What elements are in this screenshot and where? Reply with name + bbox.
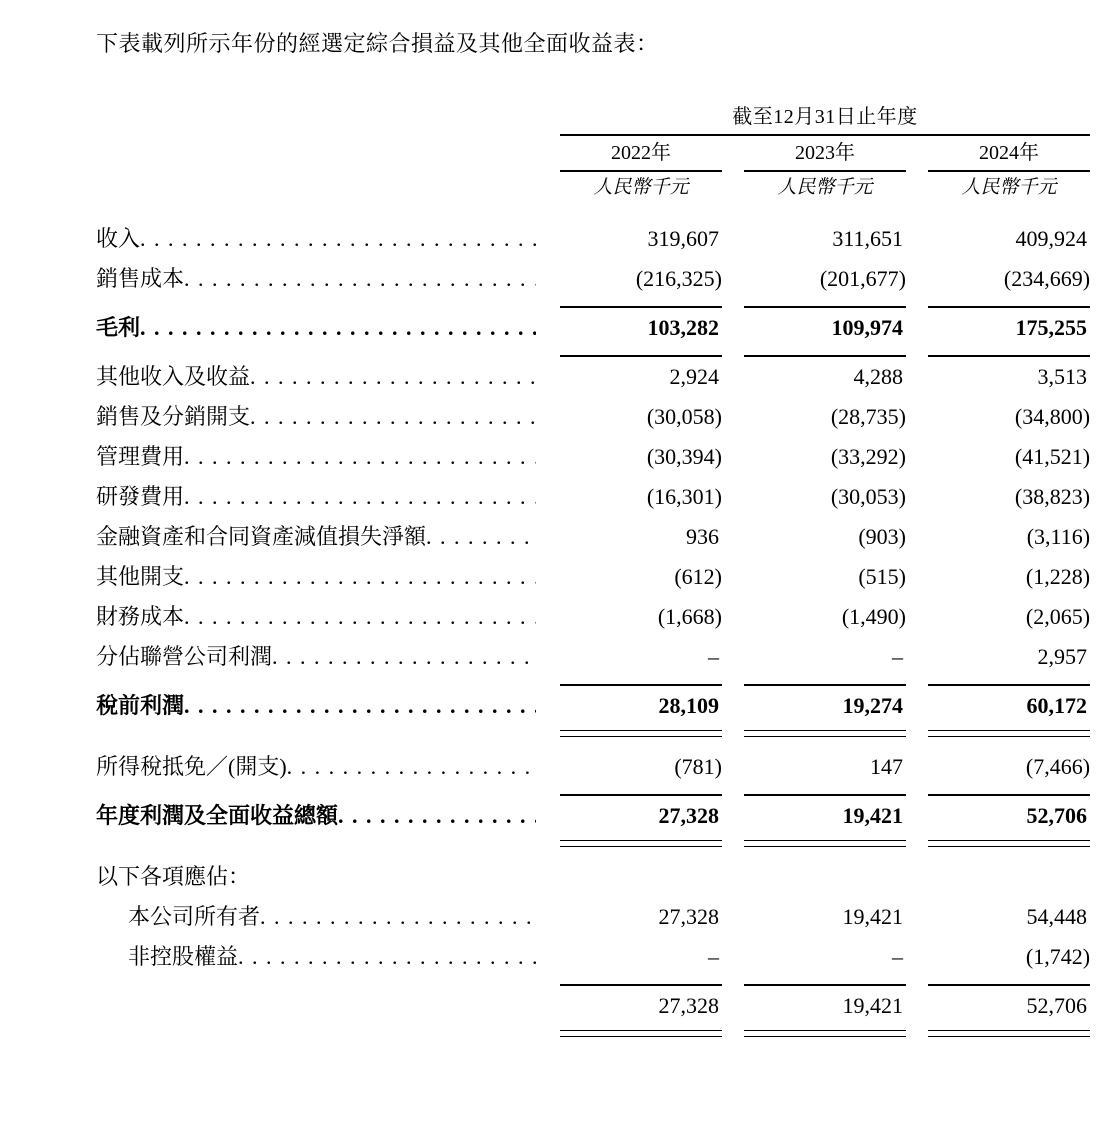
dotted-leader — [184, 597, 536, 637]
period-header-label: 截至12月31日止年度 — [732, 106, 918, 128]
cell-share-of-associate-profit-2024: 2,957 — [1037, 644, 1088, 669]
table-row — [96, 637, 1090, 677]
rule-2022 — [560, 787, 722, 796]
double-rule-2023 — [744, 726, 906, 737]
column-year-2024: 2024年 — [979, 142, 1040, 164]
header-blank-cell-3 — [96, 172, 560, 199]
cell-other-expenses-2024: (1,228) — [1025, 564, 1091, 589]
cell-admin-expenses-2024: (41,521) — [1014, 444, 1091, 469]
cell-impairment-losses-2023: (903) — [858, 524, 906, 549]
row-label-share-of-associate-profit: 分佔聯營公司利潤. . . — [96, 637, 560, 677]
rule-spacer-label — [96, 129, 560, 136]
profit-year-rule-row — [96, 787, 1090, 796]
cell-nci-2022: – — [708, 944, 719, 969]
row-label-rd-expenses: 研發費用. . . — [96, 477, 560, 517]
cell-rd-expenses-2023: (30,053) — [830, 484, 906, 509]
gross-profit-rule-row — [96, 348, 1090, 357]
intro-paragraph: 下表載列所示年份的經選定綜合損益及其他全面收益表： — [96, 31, 659, 56]
cell-other-expenses-2022: (612) — [674, 564, 722, 589]
rule-2023 — [744, 677, 906, 686]
cell-total-profit-2022: 27,328 — [658, 803, 719, 828]
double-rule-2024 — [928, 1026, 1090, 1037]
header-blank-cell-2 — [96, 136, 560, 165]
period-header-rule — [560, 129, 1090, 136]
cell-profit-before-tax-2023: 19,274 — [842, 693, 903, 718]
cell-admin-expenses-2023: (33,292) — [830, 444, 906, 469]
cell-revenue-2024: 409,924 — [1015, 226, 1088, 251]
cell-selling-distribution-2022: (30,058) — [646, 404, 722, 429]
row-label-profit-before-tax: 稅前利潤. . . — [96, 686, 560, 726]
row-label-finance-costs: 財務成本. . . — [96, 597, 560, 637]
double-rule-2023 — [744, 1026, 906, 1037]
cell-cost-of-sales-2023: (201,677) — [819, 266, 906, 291]
attribution-spacer — [96, 847, 1090, 857]
cell-gross-profit-2024: 175,255 — [1015, 315, 1088, 340]
dotted-leader — [338, 796, 536, 836]
cell-selling-distribution-2024: (34,800) — [1014, 404, 1091, 429]
cell-other-income-2024: 3,513 — [1037, 364, 1088, 389]
table-row — [96, 557, 1090, 597]
total-profit-double-rule-row — [96, 836, 1090, 847]
cell-total-profit-2023: 19,421 — [842, 803, 903, 828]
rule-gap-2 — [906, 165, 928, 172]
double-rule-2022 — [560, 836, 722, 847]
cell-gross-profit-2022: 103,282 — [647, 315, 719, 340]
dotted-leader — [184, 259, 536, 299]
double-rule-2023 — [744, 836, 906, 847]
column-unit-2023: 人民幣千元 — [777, 177, 873, 198]
table-row — [96, 477, 1090, 517]
cell-selling-distribution-2023: (28,735) — [830, 404, 906, 429]
cell-attribution-total-2023: 19,421 — [842, 993, 903, 1018]
dotted-leader — [260, 897, 536, 937]
row-label-total-profit-comprehensive-income: 年度利潤及全面收益總額. . . — [96, 796, 560, 836]
rule-2023 — [744, 348, 906, 357]
table-row — [96, 597, 1090, 637]
rule-gap-1 — [722, 165, 744, 172]
cell-attribution-total-2024: 52,706 — [1026, 993, 1088, 1018]
header-unit-row — [96, 172, 1090, 199]
cell-owners-2023: 19,421 — [842, 904, 903, 929]
header-gap-1 — [722, 136, 744, 165]
table-row — [96, 437, 1090, 477]
column-year-2023: 2023年 — [795, 142, 855, 164]
cell-cost-of-sales-2024: (234,669) — [1003, 266, 1091, 291]
attribution-heading-row — [96, 857, 1090, 897]
cell-share-of-associate-profit-2023: – — [892, 644, 903, 669]
cell-finance-costs-2024: (2,065) — [1025, 604, 1091, 629]
cell-share-of-associate-profit-2022: – — [708, 644, 719, 669]
post-pretax-spacer — [96, 737, 1090, 747]
cell-income-tax-2023: 147 — [870, 754, 903, 779]
header-gap-2 — [906, 136, 928, 165]
table-row — [96, 517, 1090, 557]
rule-2023 — [744, 299, 906, 308]
cell-revenue-2022: 319,607 — [647, 226, 719, 251]
cell-revenue-2023: 311,651 — [832, 226, 903, 251]
cell-profit-before-tax-2022: 28,109 — [658, 693, 719, 718]
header-period-row — [96, 100, 1090, 129]
pretax-double-rule-row — [96, 726, 1090, 737]
row-label-other-expenses: 其他開支. . . — [96, 557, 560, 597]
cell-finance-costs-2023: (1,490) — [841, 604, 906, 629]
attribution-heading: 以下各項應佔： — [96, 864, 251, 889]
row-label-other-income: 其他收入及收益. . . — [96, 357, 560, 397]
dotted-leader — [140, 308, 536, 348]
cell-impairment-losses-2024: (3,116) — [1026, 524, 1091, 549]
table-row — [96, 686, 1090, 726]
row-label-selling-distribution: 銷售及分銷開支. . . — [96, 397, 560, 437]
cell-other-expenses-2023: (515) — [858, 564, 906, 589]
row-label-gross-profit: 毛利. . . — [96, 308, 560, 348]
dotted-leader — [426, 517, 536, 557]
year-rule-2023 — [744, 165, 906, 172]
cell-income-tax-2024: (7,466) — [1025, 754, 1091, 779]
double-rule-2022 — [560, 1026, 722, 1037]
header-gap-4 — [906, 172, 928, 199]
cell-gross-profit-2023: 109,974 — [831, 315, 903, 340]
subtotal-rule-row — [96, 299, 1090, 308]
row-label-revenue: 收入. . . — [96, 219, 560, 259]
dotted-leader — [184, 686, 536, 726]
rule-spacer-label-2 — [96, 165, 560, 172]
period-header-rule-row — [96, 129, 1090, 136]
selected-income-statement-table — [96, 100, 1090, 1037]
rule-2024 — [928, 348, 1090, 357]
row-label-income-tax: 所得稅抵免／(開支). . . — [96, 747, 560, 787]
row-label-owners-of-company: 本公司所有者. . . — [96, 897, 560, 937]
dotted-leader — [250, 357, 536, 397]
rule-2024 — [928, 299, 1090, 308]
column-unit-2022: 人民幣千元 — [593, 177, 689, 198]
row-label-impairment-losses: 金融資產和合同資產減值損失淨額. . . — [96, 517, 560, 557]
rule-2022 — [560, 299, 722, 308]
column-unit-2024: 人民幣千元 — [961, 177, 1057, 198]
year-rule-row — [96, 165, 1090, 172]
cell-rd-expenses-2022: (16,301) — [646, 484, 722, 509]
cell-impairment-losses-2022: 936 — [686, 524, 719, 549]
dotted-leader — [250, 397, 536, 437]
row-label-cost-of-sales: 銷售成本. . . — [96, 259, 560, 299]
cell-income-tax-2022: (781) — [674, 754, 722, 779]
table-body — [96, 199, 1090, 1037]
cell-attribution-total-2022: 27,328 — [658, 993, 719, 1018]
double-rule-2024 — [928, 726, 1090, 737]
rule-2022 — [560, 348, 722, 357]
dotted-leader — [184, 437, 536, 477]
column-year-2022: 2022年 — [611, 142, 671, 164]
header-body-spacer — [96, 199, 1090, 219]
dotted-leader — [140, 219, 536, 259]
cell-total-profit-2024: 52,706 — [1026, 803, 1088, 828]
pretax-rule-row — [96, 677, 1090, 686]
rule-2022 — [560, 677, 722, 686]
double-rule-2022 — [560, 726, 722, 737]
rule-2023 — [744, 787, 906, 796]
row-label-admin-expenses: 管理費用. . . — [96, 437, 560, 477]
header-year-row — [96, 136, 1090, 165]
cell-profit-before-tax-2024: 60,172 — [1026, 693, 1088, 718]
cell-nci-2023: – — [892, 944, 903, 969]
cell-nci-2024: (1,742) — [1025, 944, 1091, 969]
rule-2022 — [560, 977, 722, 986]
row-label-non-controlling-interests: 非控股權益. . . — [96, 937, 560, 977]
table-row — [96, 219, 1090, 259]
table-row — [96, 747, 1090, 787]
year-rule-2024 — [928, 165, 1090, 172]
attribution-total-label — [96, 986, 560, 1026]
dotted-leader — [272, 637, 536, 677]
cell-other-income-2023: 4,288 — [853, 364, 903, 389]
table-row — [96, 796, 1090, 836]
header-blank-cell — [96, 100, 560, 129]
dotted-leader — [184, 557, 536, 597]
double-rule-2024 — [928, 836, 1090, 847]
dotted-leader — [287, 747, 536, 787]
table-row — [96, 937, 1090, 977]
attribution-total-double-rule-row — [96, 1026, 1090, 1037]
cell-cost-of-sales-2022: (216,325) — [635, 266, 722, 291]
table-row — [96, 259, 1090, 299]
year-rule-2022 — [560, 165, 722, 172]
header-gap-3 — [722, 172, 744, 199]
rule-2024 — [928, 977, 1090, 986]
table-header — [96, 100, 1090, 199]
cell-rd-expenses-2024: (38,823) — [1014, 484, 1091, 509]
rule-2023 — [744, 977, 906, 986]
attribution-total-rule-row — [96, 977, 1090, 986]
rule-2024 — [928, 787, 1090, 796]
attribution-total-row — [96, 986, 1090, 1026]
cell-finance-costs-2022: (1,668) — [657, 604, 722, 629]
table-row — [96, 397, 1090, 437]
table-row — [96, 897, 1090, 937]
table-row — [96, 357, 1090, 397]
cell-other-income-2022: 2,924 — [669, 364, 719, 389]
cell-owners-2022: 27,328 — [658, 904, 719, 929]
dotted-leader — [238, 937, 536, 977]
table-row — [96, 308, 1090, 348]
rule-2024 — [928, 677, 1090, 686]
cell-admin-expenses-2022: (30,394) — [646, 444, 722, 469]
cell-owners-2024: 54,448 — [1026, 904, 1088, 929]
dotted-leader — [184, 477, 536, 517]
